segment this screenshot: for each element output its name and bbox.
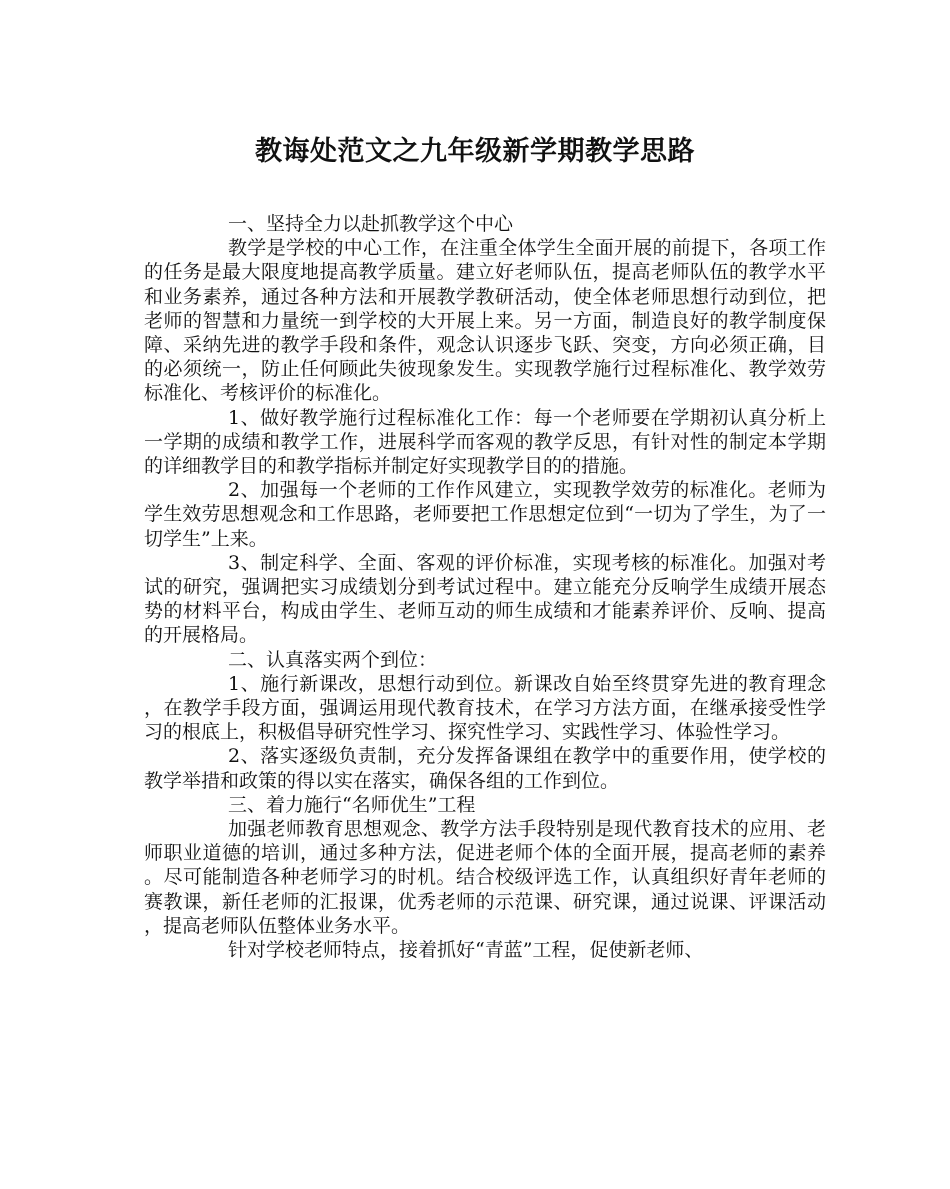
paragraph: 教学是学校的中心工作，在注重全体学生全面开展的前提下，各项工作的任务是最大限度地提高教学质量。建立好老师队伍，提高老师队伍的教学水平和业务素养，通过各种方法和开展教学教研活动，使全体老师思想行动到位，把老师的智慧和力量统一到学校的大开展上来。另一方面，制造良好的教学制度保障、采纳先进的教学手段和条件，观念认识逐步飞跃、突变，方向必须正确，目的必须统一，防止任何顾此失彼现象发生。实现教学施行过程标准化、教学效劳标准化、考核评价的标准化。 bbox=[144, 237, 826, 405]
paragraph: 加强老师教育思想观念、教学方法手段特别是现代教育技术的应用、老师职业道德的培训，通过多种方法，促进老师个体的全面开展，提高老师的素养。尽可能制造各种老师学习的时机。结合校级评选工作，认真组织好青年老师的赛教课，新任老师的汇报课，优秀老师的示范课、研究课，通过说课、评课活动，提高老师队伍整体业务水平。 bbox=[144, 818, 826, 937]
paragraph: 3、制定科学、全面、客观的评价标准，实现考核的标准化。加强对考试的研究，强调把实习成绩划分到考试过程中。建立能充分反响学生成绩开展态势的材料平台，构成由学生、老师互动的师生成绩和才能素养评价、反响、提高的开展格局。 bbox=[144, 551, 826, 647]
paragraph: 针对学校老师特点，接着抓好“青蓝”工程，促使新老师、 bbox=[228, 939, 704, 962]
paragraph: 2、落实逐级负责制，充分发挥备课组在教学中的重要作用，使学校的教学举措和政策的得以实在落实，确保各组的工作到位。 bbox=[144, 745, 826, 792]
section-heading-3: 三、着力施行“名师优生”工程 bbox=[228, 793, 476, 816]
document-body bbox=[144, 212, 826, 962]
section-heading-2: 二、认真落实两个到位： bbox=[228, 648, 438, 671]
paragraph: 1、施行新课改，思想行动到位。新课改自始至终贯穿先进的教育理念，在教学手段方面，强调运用现代教育技术，在学习方法方面，在继承接受性学习的根底上，积极倡导研究性学习、探究性学习、实践性学习、体验性学习。 bbox=[144, 672, 826, 744]
paragraph: 1、做好教学施行过程标准化工作：每一个老师要在学期初认真分析上一学期的成绩和教学工作，进展科学而客观的教学反思，有针对性的制定本学期的详细教学目的和教学指标并制定好实现教学目的的措施。 bbox=[144, 406, 826, 478]
page-title: 教诲处范文之九年级新学期教学思路 bbox=[255, 136, 695, 167]
paragraph: 2、加强每一个老师的工作作风建立，实现教学效劳的标准化。老师为学生效劳思想观念和工作思路，老师要把工作思想定位到“一切为了学生，为了一切学生”上来。 bbox=[144, 479, 826, 550]
section-heading-1: 一、坚持全力以赴抓教学这个中心 bbox=[228, 213, 514, 235]
